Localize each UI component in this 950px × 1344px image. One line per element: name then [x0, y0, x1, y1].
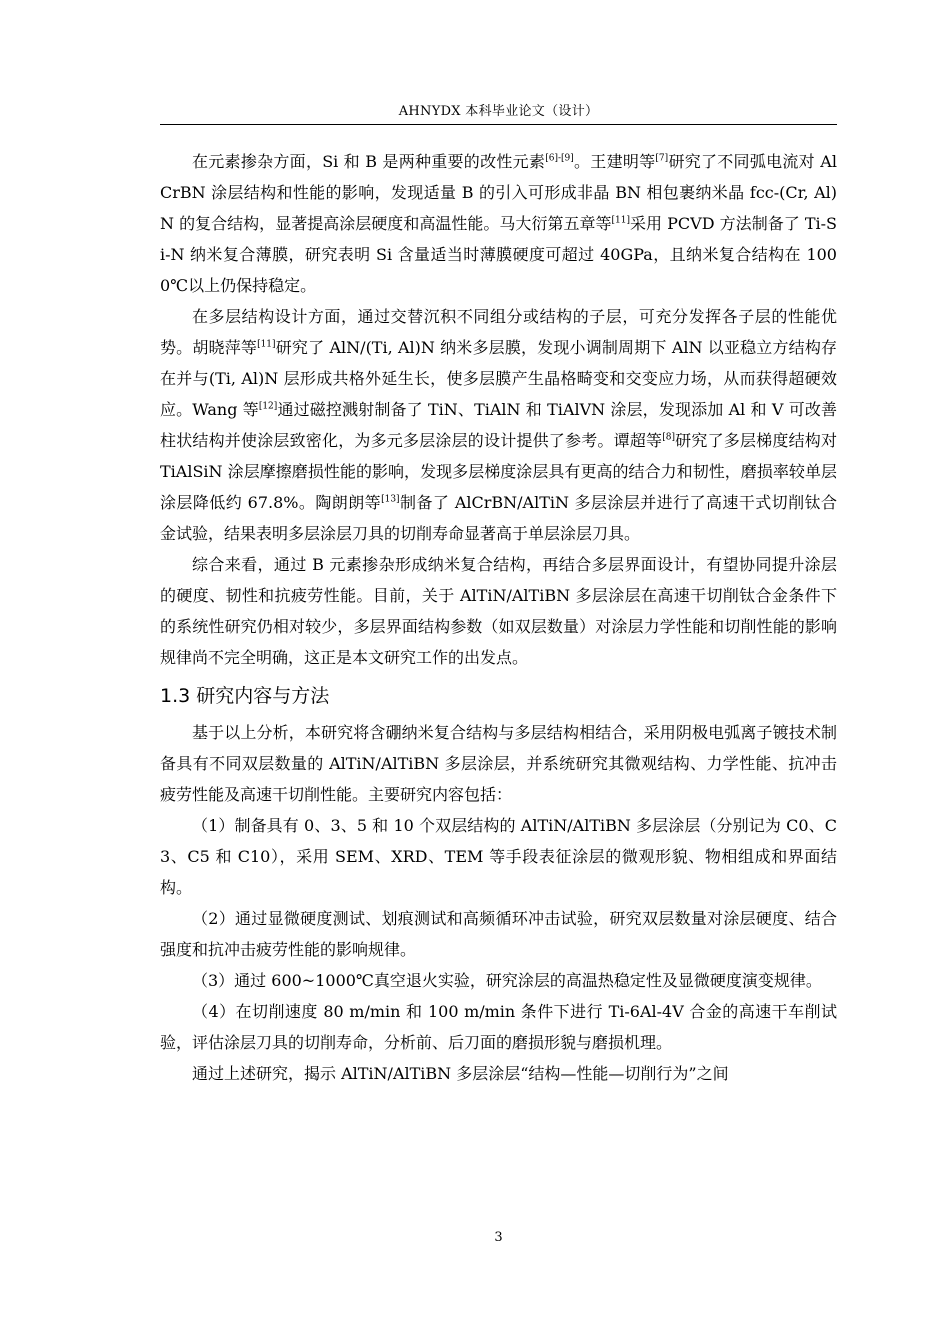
citation-superscript: [12]	[258, 401, 278, 412]
paragraph-multilayer-design	[160, 301, 837, 549]
paragraph-research-intro: 基于以上分析，本研究将含硼纳米复合结构与多层结构相结合，采用阴极电弧离子镀技术制备具有不同双层数量的 AlTiN/AlTiBN 多层涂层，并系统研究其微观结构、力学性能、抗冲击疲劳性能及高速干切削性能。主要研究内容包括：	[160, 723, 837, 804]
citation-superscript: [6]-[9]	[545, 153, 574, 164]
citation-superscript: [11]	[611, 215, 631, 226]
text-run: 研究了多层梯度结构对 TiAlSiN 涂层摩擦磨损性能的影响，发现多层梯度涂层具有更高的结合力和韧性，磨损率较单层涂层降低约 67.8%。陶朗朗等	[160, 431, 837, 512]
citation-superscript: [7]	[655, 153, 669, 164]
header-rule	[160, 124, 837, 125]
document-body	[160, 146, 837, 1089]
list-item-1: （1）制备具有 0、3、5 和 10 个双层结构的 AlTiN/AlTiBN 多层涂层（分别记为 C0、C3、C5 和 C10），采用 SEM、XRD、TEM 等手段表征涂层的微观形貌、物相组成和界面结构。	[160, 816, 837, 897]
text-run: 通过磁控溅射制备了 TiN、TiAlN 和 TiAlVN 涂层，发现添加 Al 和 V 可改善柱状结构并使涂层致密化，为多元多层涂层的设计提供了参考。谭超等	[160, 400, 837, 450]
citation-superscript: [8]	[662, 432, 675, 443]
paragraph-element-doping	[160, 146, 837, 301]
paragraph-summary: 综合来看，通过 B 元素掺杂形成纳米复合结构，再结合多层界面设计，有望协同提升涂层的硬度、韧性和抗疲劳性能。目前，关于 AlTiN/AlTiBN 多层涂层在高速干切削钛合金条件下的系统性研究仍相对较少，多层界面结构参数（如双层数量）对涂层力学性能和切削性能的影响规律尚不完全明确，这正是本文研究工作的出发点。	[160, 555, 837, 667]
text-run: 在元素掺杂方面，Si 和 B 是两种重要的改性元素	[192, 152, 546, 171]
page-number: 3	[494, 1230, 503, 1245]
text-run: 在多层结构设计方面，通过交替沉积不同组分或结构的子层，可充分发挥各子层的性能优势。胡晓萍等	[160, 307, 837, 357]
paragraph-conclusion: 通过上述研究，揭示 AlTiN/AlTiBN 多层涂层“结构—性能—切削行为”之间	[192, 1064, 729, 1083]
text-run: 研究了不同弧电流对 AlCrBN 涂层结构和性能的影响，发现适量 B 的引入可形成非晶 BN 相包裹纳米晶 fcc-(Cr, Al)N 的复合结构，显著提高涂层硬度和高温性能。马大衍第五章等	[160, 152, 837, 233]
text-run: 制备了 AlCrBN/AlTiN 多层涂层并进行了高速干式切削钛合金试验，结果表明多层涂层刀具的切削寿命显著高于单层涂层刀具。	[160, 493, 837, 543]
list-item-3: （3）通过 600~1000℃真空退火实验，研究涂层的高温热稳定性及显微硬度演变规律。	[192, 971, 822, 990]
text-run: 采用 PCVD 方法制备了 Ti-Si-N 纳米复合薄膜，研究表明 Si 含量适当时薄膜硬度可超过 40GPa，且纳米复合结构在 1000℃以上仍保持稳定。	[160, 214, 837, 295]
citation-superscript: [13]	[381, 494, 400, 505]
text-run: 研究了 AlN/(Ti, Al)N 纳米多层膜，发现小调制周期下 AlN 以亚稳立方结构存在并与(Ti, Al)N 层形成共格外延生长，使多层膜产生晶格畸变和交变应力场，从而获得超硬效应。Wang 等	[160, 338, 837, 419]
citation-superscript: [11]	[257, 339, 276, 350]
list-item-4: （4）在切削速度 80 m/min 和 100 m/min 条件下进行 Ti-6Al-4V 合金的高速干车削试验，评估涂层刀具的切削寿命，分析前、后刀面的磨损形貌与磨损机理。	[160, 1002, 837, 1052]
list-item-2: （2）通过显微硬度测试、划痕测试和高频循环冲击试验，研究双层数量对涂层硬度、结合强度和抗冲击疲劳性能的影响规律。	[160, 909, 837, 959]
text-run: 。王建明等	[573, 152, 656, 171]
section-heading: 1.3 研究内容与方法	[160, 685, 330, 707]
running-header: AHNYDX 本科毕业论文（设计）	[398, 104, 599, 119]
